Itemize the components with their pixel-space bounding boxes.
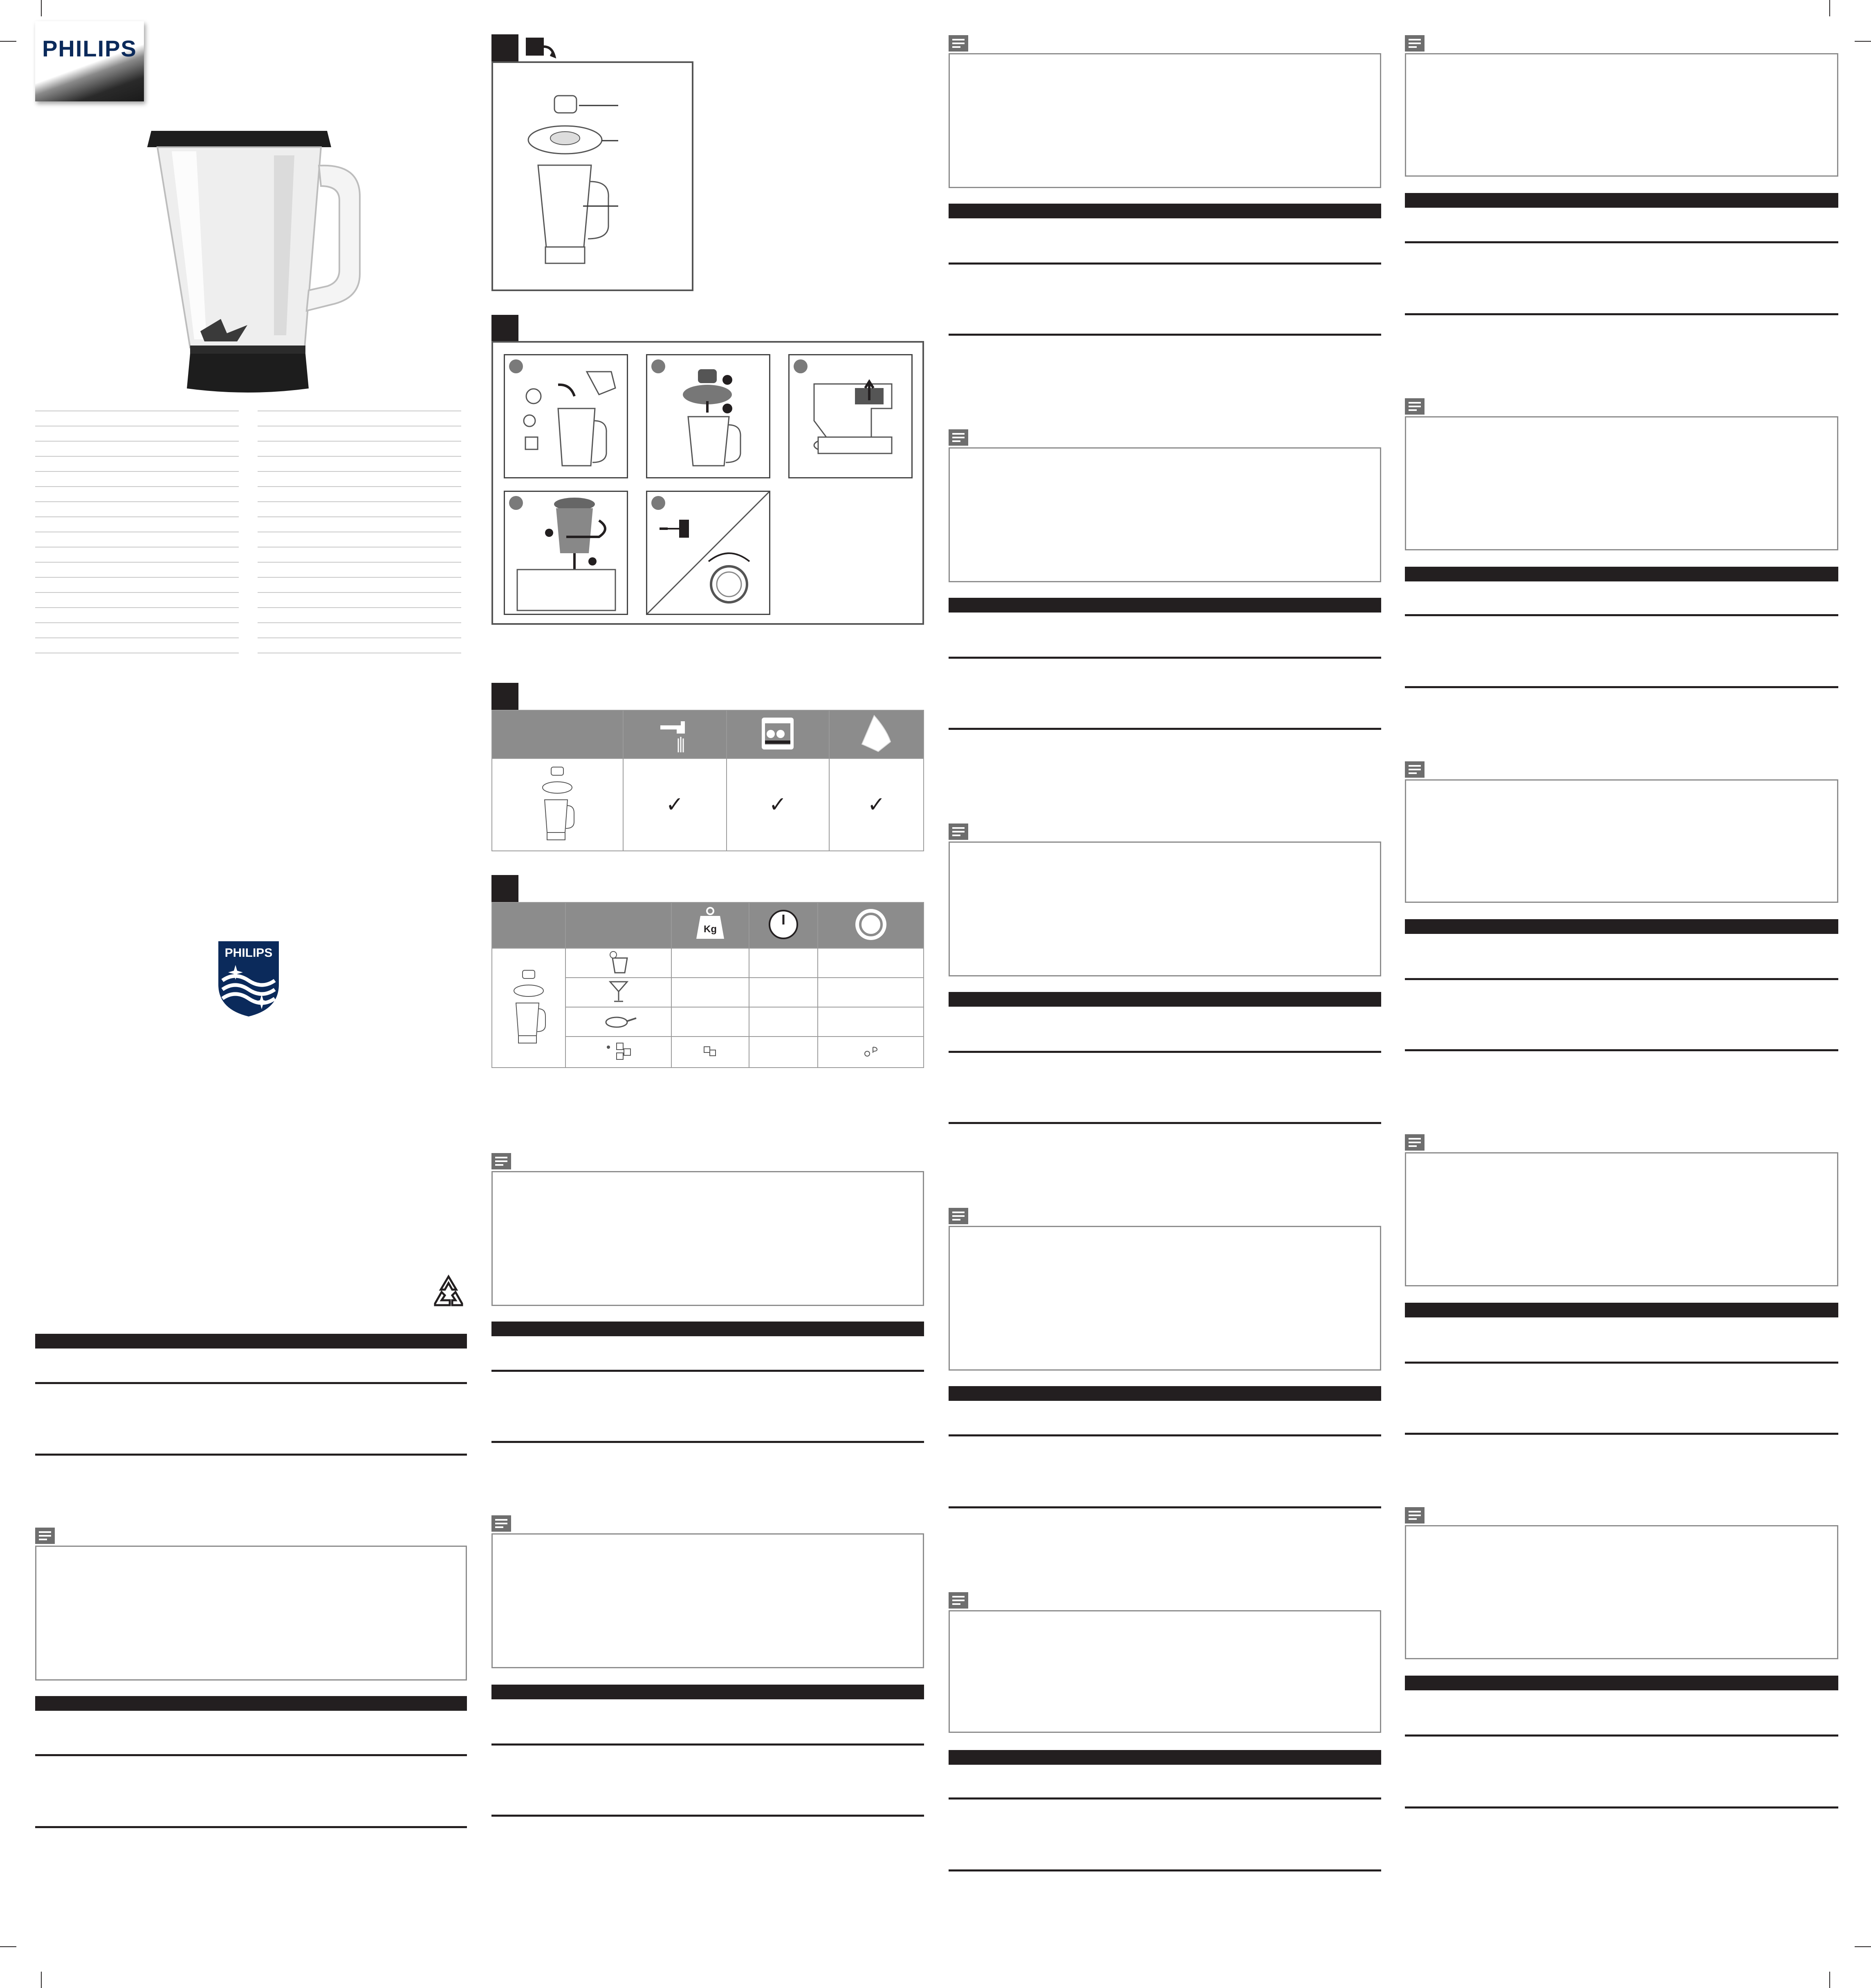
check-mark: ✓ xyxy=(867,792,886,817)
jar-parts-icon xyxy=(492,948,565,1068)
section-rule xyxy=(1405,1806,1838,1808)
note-icon xyxy=(1405,398,1425,415)
section-heading-bar xyxy=(491,1322,924,1336)
check-mark: ✓ xyxy=(666,792,684,817)
note-icon xyxy=(949,429,968,446)
note-icon xyxy=(35,1528,55,1544)
fit-lid-illustration xyxy=(647,355,769,477)
brand-wordmark: PHILIPS xyxy=(42,36,137,61)
note-box xyxy=(1405,1152,1838,1286)
crop-mark xyxy=(1855,41,1871,42)
smoothie-icon xyxy=(565,948,671,978)
section-rule xyxy=(35,1382,467,1384)
crop-mark xyxy=(1855,1946,1871,1947)
section-rule xyxy=(949,657,1381,659)
section-rule xyxy=(1405,1433,1838,1435)
step-marker xyxy=(509,496,523,510)
step-2-panel xyxy=(646,354,770,478)
table-header-cell xyxy=(492,710,623,758)
note-icon xyxy=(949,1592,968,1609)
step-marker xyxy=(509,359,523,373)
section-rule xyxy=(1405,1362,1838,1364)
section-heading-bar xyxy=(949,598,1381,613)
section-rule xyxy=(35,1454,467,1456)
philips-shield-icon xyxy=(217,940,280,1018)
note-icon xyxy=(949,823,968,840)
note-box xyxy=(949,1226,1381,1371)
section-heading-bar xyxy=(1405,1676,1838,1690)
note-box xyxy=(1405,416,1838,550)
section-rule xyxy=(1405,614,1838,616)
section-heading-bar xyxy=(1405,1303,1838,1317)
add-ingredients-illustration xyxy=(505,355,627,477)
section-rule xyxy=(949,1122,1381,1124)
batter-icon xyxy=(565,1007,671,1037)
crop-mark xyxy=(41,0,42,16)
section-heading-bar xyxy=(491,1685,924,1699)
section-rule xyxy=(1405,1734,1838,1737)
note-box xyxy=(949,841,1381,976)
section-rule xyxy=(1405,1049,1838,1051)
note-icon xyxy=(491,1515,511,1532)
section-rule xyxy=(949,334,1381,336)
ice-crush-icon xyxy=(565,1037,671,1068)
figure-number-tab xyxy=(491,875,518,902)
step-3-panel xyxy=(788,354,913,478)
cloth-icon xyxy=(829,710,924,758)
section-heading-bar xyxy=(35,1334,467,1349)
step-5-panel xyxy=(646,491,770,615)
cocktail-icon xyxy=(565,978,671,1007)
step-4-panel xyxy=(504,491,628,615)
note-box xyxy=(1405,1525,1838,1659)
check-mark: ✓ xyxy=(769,792,787,817)
cleaning-table xyxy=(491,710,924,851)
section-rule xyxy=(949,728,1381,730)
open-cover-illustration xyxy=(790,355,911,477)
step-marker xyxy=(651,359,665,373)
section-rule xyxy=(1405,241,1838,243)
note-box xyxy=(491,1171,924,1306)
section-rule xyxy=(491,1441,924,1443)
figure-number-tab xyxy=(491,315,518,342)
section-rule xyxy=(949,1506,1381,1508)
assembly-steps-figure xyxy=(491,341,924,625)
section-heading-bar xyxy=(1405,919,1838,934)
shield-wordmark: PHILIPS xyxy=(224,946,273,960)
parts-figure xyxy=(491,61,693,291)
note-box xyxy=(491,1533,924,1668)
section-rule xyxy=(949,1434,1381,1436)
crop-mark xyxy=(0,41,16,42)
step-marker xyxy=(651,496,665,510)
note-box xyxy=(949,53,1381,188)
note-icon xyxy=(1405,1134,1425,1151)
pulse-icon xyxy=(818,1037,924,1068)
note-box xyxy=(949,1610,1381,1733)
philips-logo xyxy=(35,21,144,101)
section-heading-bar xyxy=(1405,567,1838,581)
section-heading-bar xyxy=(1405,193,1838,208)
crop-mark xyxy=(0,1946,16,1947)
speed-dial-icon xyxy=(818,902,924,948)
section-rule xyxy=(949,1051,1381,1053)
accessory-icon xyxy=(523,32,558,61)
section-rule xyxy=(35,1826,467,1828)
note-icon xyxy=(949,1208,968,1224)
note-icon xyxy=(949,35,968,52)
section-rule xyxy=(949,263,1381,265)
section-heading-bar xyxy=(949,992,1381,1007)
clock-icon xyxy=(749,902,818,948)
figure-number-tab xyxy=(491,683,518,710)
note-icon xyxy=(1405,35,1425,52)
section-heading-bar xyxy=(949,1386,1381,1401)
figure-number-tab xyxy=(491,34,518,61)
recycle-icon xyxy=(431,1274,466,1308)
note-box xyxy=(1405,779,1838,903)
crop-mark xyxy=(1829,0,1830,16)
section-rule xyxy=(1405,978,1838,980)
note-box xyxy=(35,1546,467,1681)
note-icon xyxy=(1405,1507,1425,1524)
weight-badge-text: Kg xyxy=(703,923,717,935)
section-rule xyxy=(949,1869,1381,1871)
section-rule xyxy=(1405,686,1838,688)
mount-jar-illustration xyxy=(505,492,627,614)
blender-jar-image xyxy=(139,119,368,397)
note-icon xyxy=(491,1153,511,1169)
note-box xyxy=(1405,53,1838,177)
weight-kg-icon xyxy=(671,902,749,948)
table-header-cell xyxy=(565,902,671,948)
step-marker xyxy=(794,359,808,373)
note-box xyxy=(949,447,1381,582)
section-heading-bar xyxy=(949,204,1381,218)
section-rule xyxy=(1405,313,1838,315)
crop-mark xyxy=(1829,1972,1830,1988)
section-rule xyxy=(491,1370,924,1372)
note-icon xyxy=(1405,761,1425,778)
dishwasher-icon xyxy=(727,710,829,758)
section-rule xyxy=(949,1797,1381,1800)
crop-mark xyxy=(41,1972,42,1988)
ice-cubes-icon xyxy=(671,1037,749,1068)
section-rule xyxy=(491,1815,924,1817)
plug-in-and-turn-dial-illustration xyxy=(647,492,769,614)
section-rule xyxy=(491,1743,924,1746)
step-1-panel xyxy=(504,354,628,478)
table-header-cell xyxy=(492,902,565,948)
parts-diagram xyxy=(493,63,692,289)
section-heading-bar xyxy=(35,1696,467,1711)
section-rule xyxy=(35,1754,467,1756)
usage-table xyxy=(491,902,924,1068)
jar-parts-icon xyxy=(492,758,623,851)
tap-water-icon xyxy=(623,710,727,758)
section-heading-bar xyxy=(949,1750,1381,1765)
